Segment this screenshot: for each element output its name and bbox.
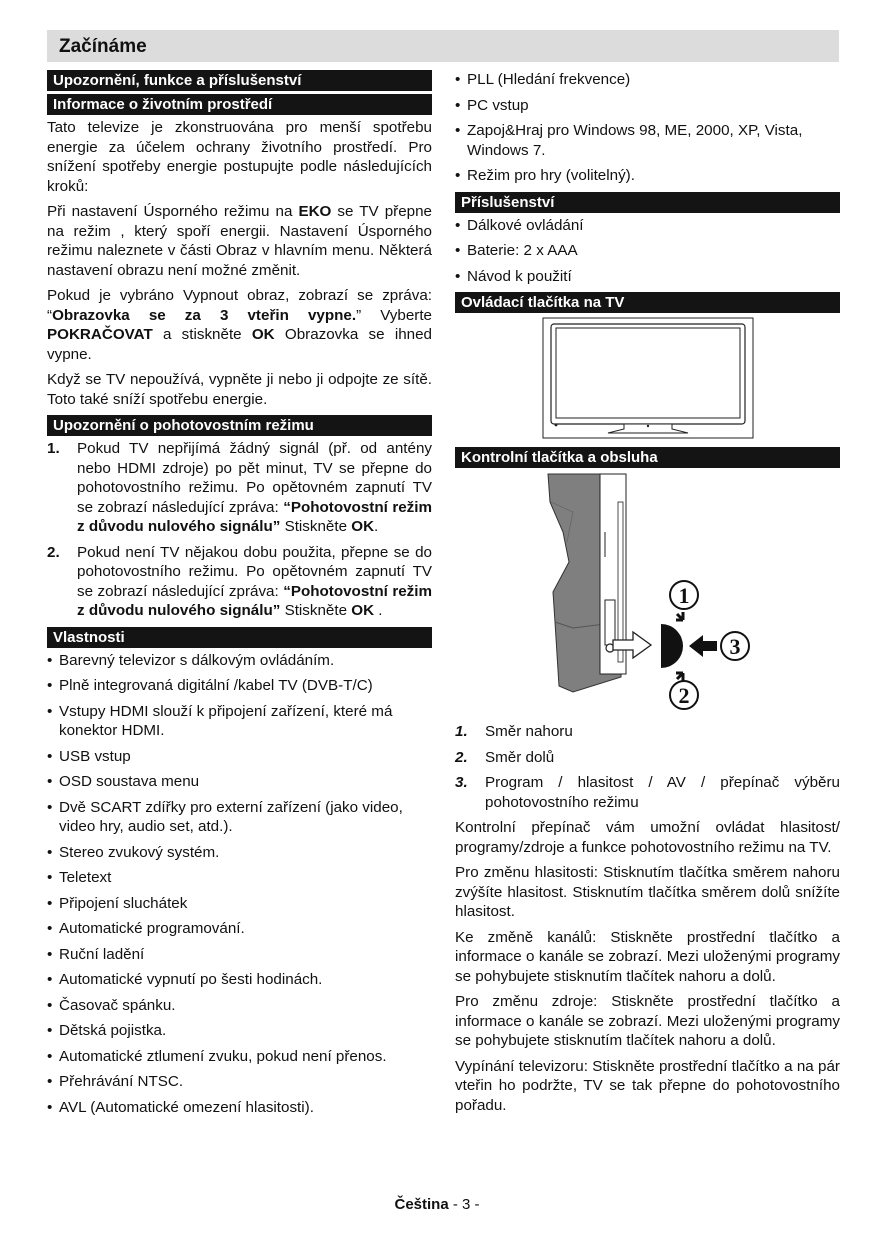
left-column <box>47 70 432 1123</box>
tv-side-control-icon <box>455 472 840 712</box>
feature-item: • Barevný televizor s dálkovým ovládáním. <box>47 651 432 671</box>
env-paragraph-3: Pokud je vybráno Vypnout obraz, zobrazí se zpráva: “Obrazovka se za 3 vteřin vypne.” Vyberte POKRAČOVAT a stiskněte OK Obrazovka se ihned vypne. <box>47 287 432 363</box>
control-item-switch: 3. Program / hlasitost / AV / přepínač výběru pohotovostního režimu <box>455 774 840 811</box>
heading-standby: Upozornění o pohotovostním režimu <box>47 415 432 436</box>
svg-text:2: 2 <box>678 683 690 708</box>
env-paragraph-2: Při nastavení Úsporného režimu na EKO se TV přepne na režim , který spoří energii. Nastavení Úsporného režimu naleznete v části Obraz v hlavním menu. Některá nastavení obrazu není možné změnit. <box>47 203 432 279</box>
heading-environment: Informace o životním prostředí <box>47 94 432 115</box>
feature-item: • Připojení sluchátek <box>47 894 432 914</box>
accessory-item: • Baterie: 2 x AAA <box>455 241 840 261</box>
svg-text:3: 3 <box>729 634 741 659</box>
svg-text:1: 1 <box>678 583 690 608</box>
feature-item: • Zapoj&Hraj pro Windows 98, ME, 2000, XP, Vista, Windows 7. <box>455 121 840 160</box>
feature-item: • Režim pro hry (volitelný). <box>455 166 840 186</box>
control-paragraph: Vypínání televizoru: Stiskněte prostřední tlačítko a na pár vteřin ho podržte, TV se tak přepne do pohotovostního pořadu. <box>455 1057 840 1114</box>
page-footer <box>0 1196 874 1213</box>
feature-item: • Vstupy HDMI slouží k připojení zařízení, které má konektor HDMI. <box>47 702 432 741</box>
features-list <box>47 651 432 1118</box>
feature-item: • Automatické programování. <box>47 919 432 939</box>
control-item-up: 1. Směr nahoru <box>455 723 573 740</box>
tv-front-icon <box>542 317 754 439</box>
standby-item-1: 1. Pokud TV nepřijímá žádný signál (př. od antény nebo HDMI zdroje) po pět minut, TV se přepne do pohotovostního režimu. Po opětovném zapnutí TV se zobrazí následující zpráva: “Pohotovostní režim z důvodu nulového signálu” Stiskněte OK. <box>47 440 432 535</box>
heading-accessories: Příslušenství <box>455 192 840 213</box>
feature-item: • PLL (Hledání frekvence) <box>455 70 840 90</box>
control-item-down: 2. Směr dolů <box>455 748 555 766</box>
heading-control-buttons: Kontrolní tlačítka a obsluha <box>455 447 840 468</box>
standby-list <box>47 439 432 621</box>
tv-illustration <box>455 317 840 439</box>
heading-features: Vlastnosti <box>47 627 432 648</box>
feature-item: • AVL (Automatické omezení hlasitosti). <box>47 1098 432 1118</box>
footer-language: Čeština <box>394 1196 449 1213</box>
accessory-item: • Návod k použití <box>455 267 840 287</box>
feature-item: • Ruční ladění <box>47 945 432 965</box>
feature-item: • Automatické vypnutí po šesti hodinách. <box>47 970 432 990</box>
feature-item: • USB vstup <box>47 747 432 767</box>
feature-item: • PC vstup <box>455 96 840 116</box>
env-paragraph-1: Tato televize je zkonstruována pro menší spotřebu energie za účelem ochrany životního prostředí. Pro snížení spotřeby energie postupujte podle následujících kroků: <box>47 119 432 195</box>
page-number: - 3 - <box>448 1196 480 1213</box>
feature-item: • OSD soustava menu <box>47 772 432 792</box>
feature-item: • Stereo zvukový systém. <box>47 843 432 863</box>
controls-list <box>455 722 840 812</box>
heading-tv-buttons: Ovládací tlačítka na TV <box>455 292 840 313</box>
env-paragraph-4: Když se TV nepoužívá, vypněte ji nebo ji odpojte ze sítě. Toto také sníží spotřebu energie. <box>47 371 432 408</box>
control-paragraph: Pro změnu zdroje: Stiskněte prostřední tlačítko a informace o kanále se zobrazí. Mezi uloženými programy se pohybujete stisknutím tlačítek nahoru a dolů. <box>455 993 840 1049</box>
features-list-continued <box>455 70 840 186</box>
accessory-item: • Dálkové ovládání <box>455 216 840 236</box>
standby-item-2: 2. Pokud není TV nějakou dobu použita, přepne se do pohotovostního režimu. Po opětovném zapnutí TV se zobrazí následující zpráva: “Pohotovostní režim z důvodu nulového signálu” Stiskněte OK . <box>47 543 432 619</box>
feature-item: • Teletext <box>47 868 432 888</box>
feature-item: • Plně integrovaná digitální /kabel TV (DVB-T/C) <box>47 676 432 696</box>
feature-item: • Automatické ztlumení zvuku, pokud není přenos. <box>47 1047 432 1067</box>
right-column <box>455 70 840 1121</box>
control-paragraph: Pro změnu hlasitosti: Stisknutím tlačítka směrem nahoru zvýšíte hlasitost. Stisknutím tlačítka směrem dolů snížíte hlasitost. <box>455 864 840 920</box>
control-paragraph: Ke změně kanálů: Stiskněte prostřední tlačítko a informace o kanále se zobrazí. Mezi uloženými programy se pohybujete stisknutím tlačítek nahoru a dolů. <box>455 928 840 985</box>
feature-item: • Dvě SCART zdířky pro externí zařízení (jako video, video hry, audio set, atd.). <box>47 798 432 837</box>
page-title: Začínáme <box>47 30 839 62</box>
heading-warnings: Upozornění, funkce a příslušenství <box>47 70 432 91</box>
feature-item: • Dětská pojistka. <box>47 1021 432 1041</box>
control-paragraph: Kontrolní přepínač vám umožní ovládat hlasitost/ programy/zdroje a funkce pohotovostního režimu na TV. <box>455 819 840 856</box>
accessories-list <box>455 216 840 287</box>
feature-item: • Přehrávání NTSC. <box>47 1072 432 1092</box>
control-switch-illustration <box>455 472 840 712</box>
feature-item: • Časovač spánku. <box>47 996 432 1016</box>
